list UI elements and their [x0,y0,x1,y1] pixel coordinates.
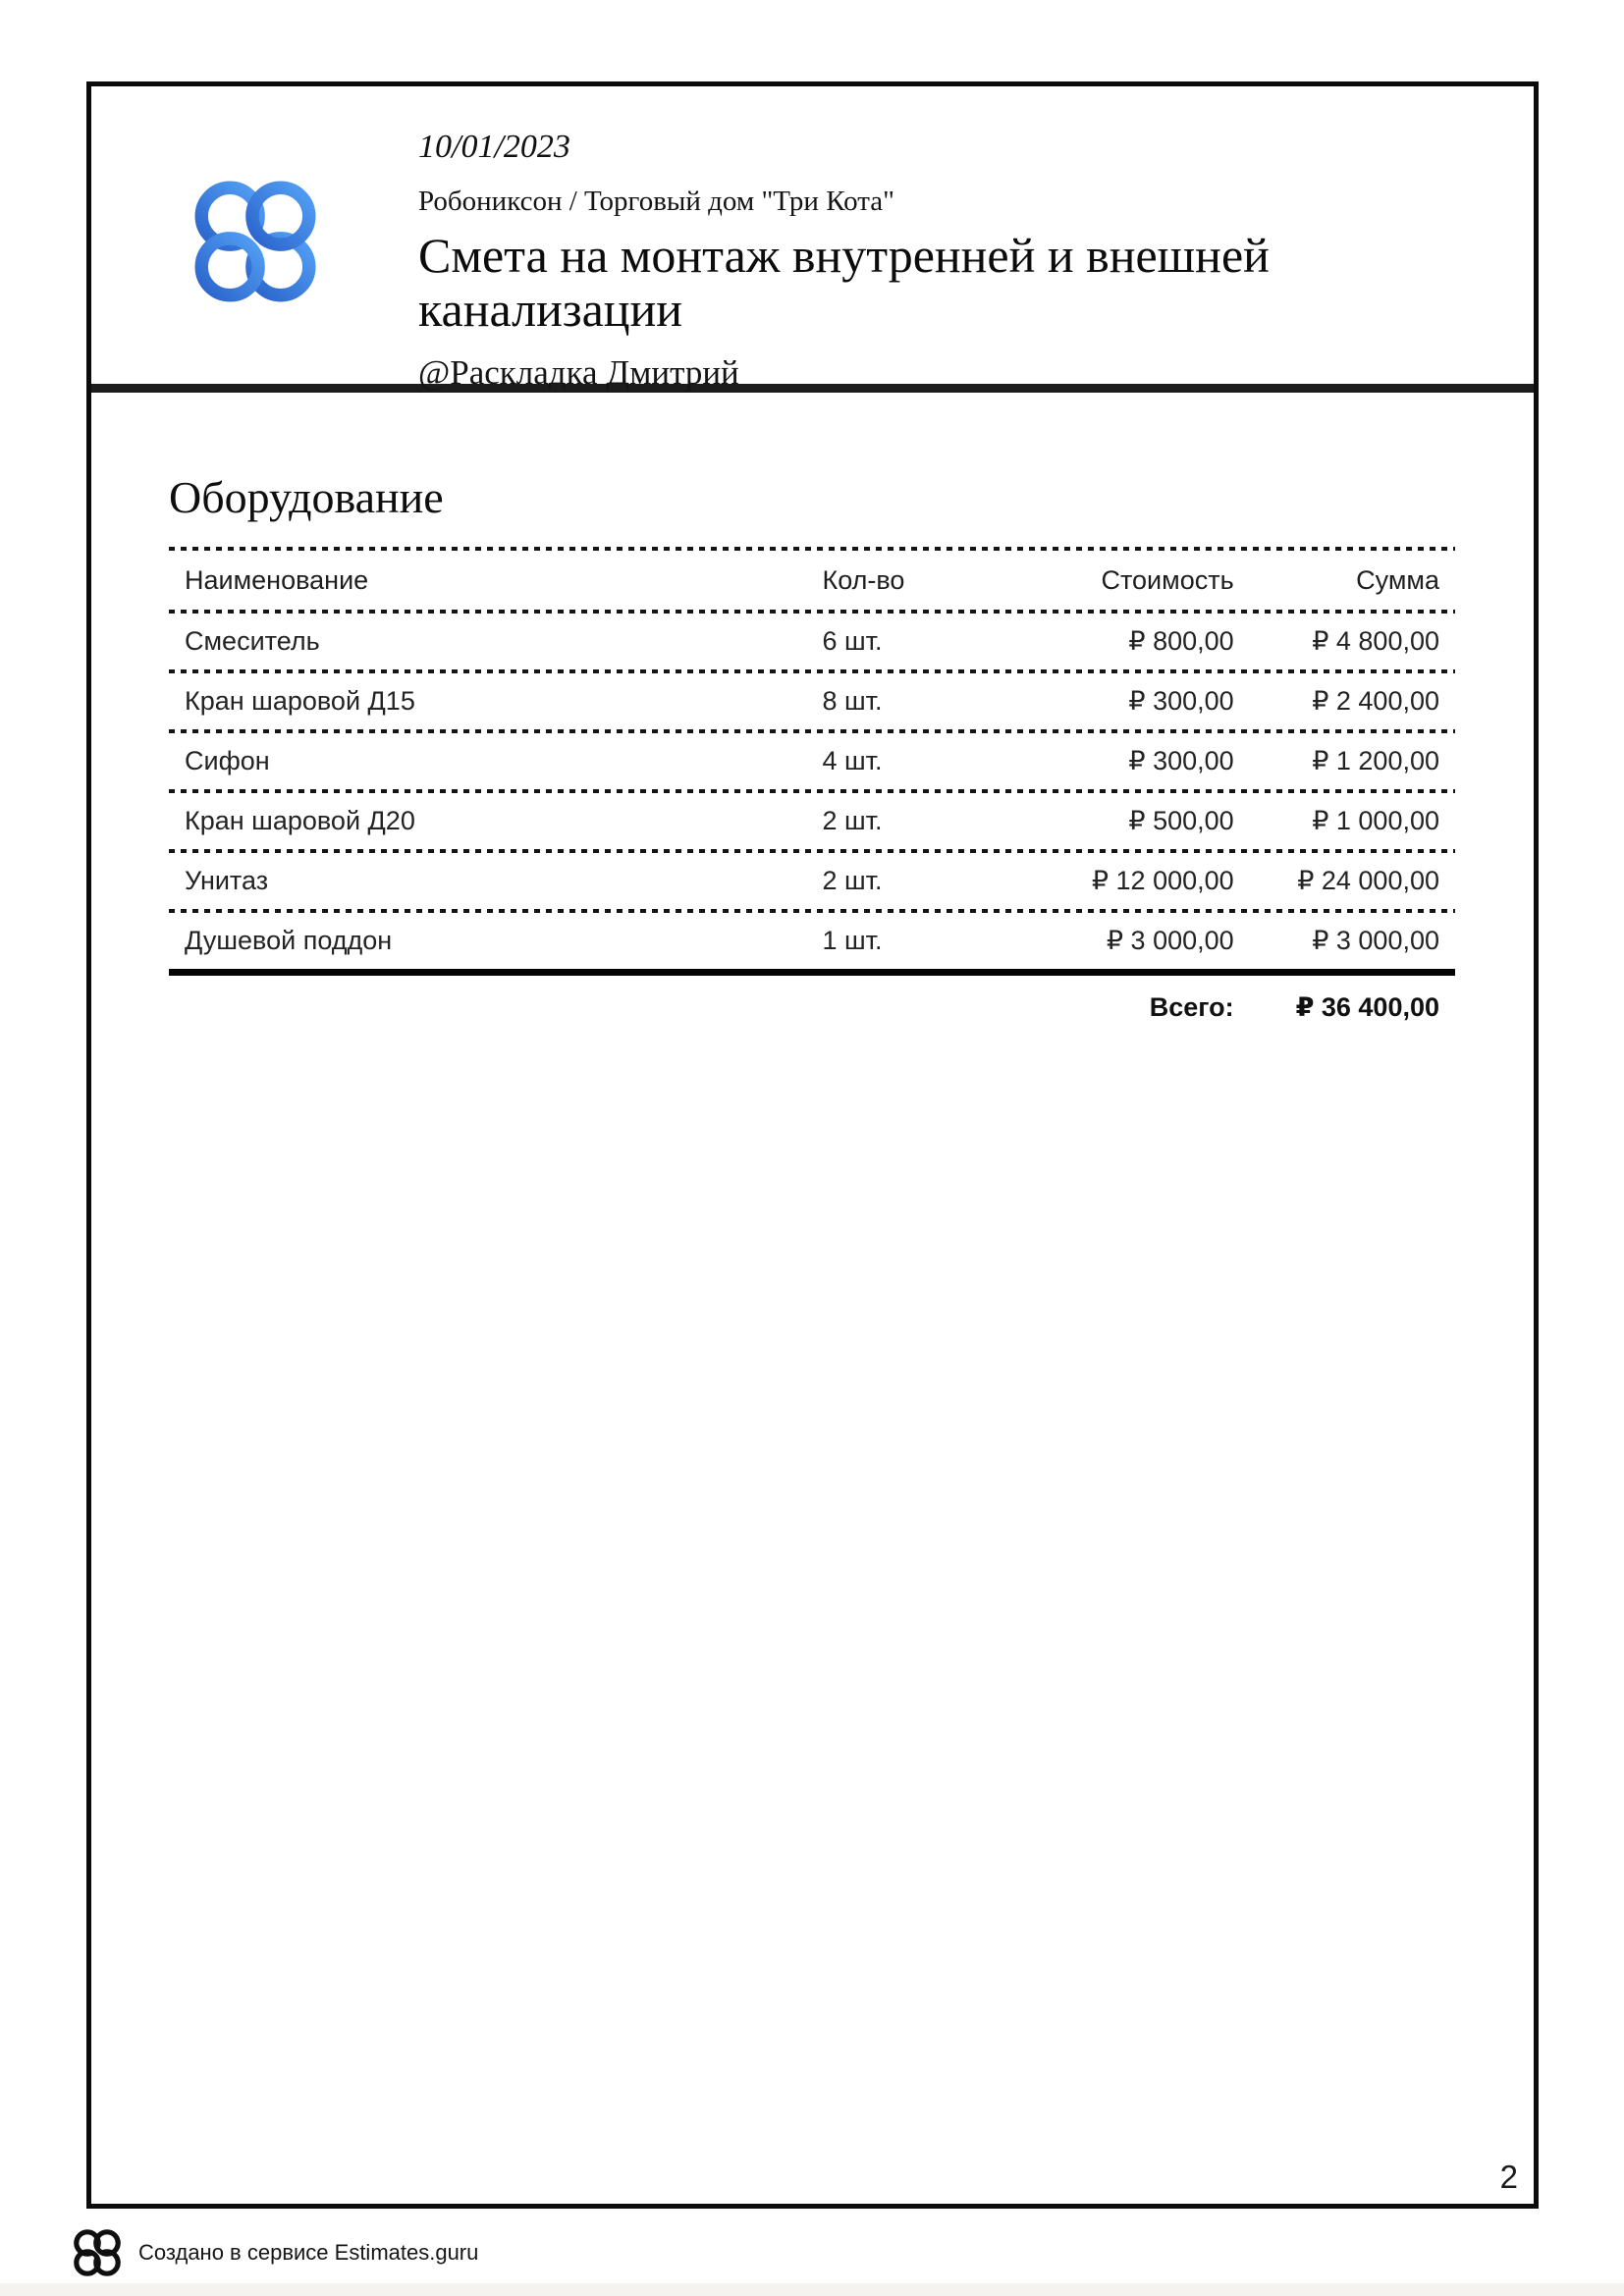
cell-sum: ₽ 4 800,00 [1312,626,1439,656]
service-credit-text: Создано в сервисе Estimates.guru [138,2240,479,2265]
cell-sum: ₽ 1 200,00 [1312,746,1439,775]
page-title: Смета на монтаж внутренней и внешней канализации [418,227,1270,337]
total-value: ₽ 36 400,00 [1295,991,1439,1022]
header-text-block [418,86,1312,393]
estimates-guru-footer-logo-icon [74,2229,121,2276]
page-number: 2 [1499,2159,1518,2195]
cell-sum: ₽ 1 000,00 [1312,806,1439,835]
estimates-guru-logo-icon [194,181,316,302]
cell-quantity: 6 шт. [822,626,883,656]
cell-price: ₽ 3 000,00 [1106,926,1234,955]
table-row [169,733,1455,789]
cell-sum: ₽ 24 000,00 [1297,866,1439,895]
service-footer [74,2229,478,2276]
total-label: Всего: [1149,991,1234,1022]
total-row [169,976,1455,1039]
table-row [169,614,1455,669]
cell-name: Кран шаровой Д15 [185,686,415,716]
document-author: @Раскладка Дмитрий [418,352,739,392]
cell-name: Душевой поддон [185,926,393,955]
cell-quantity: 4 шт. [822,746,883,775]
section-heading: Оборудование [169,472,444,522]
page-edge-strip [0,2283,1624,2296]
cell-price: ₽ 800,00 [1128,626,1234,656]
document-header [91,86,1534,393]
cell-quantity: 2 шт. [822,866,883,895]
document-date: 10/01/2023 [418,129,570,165]
equipment-table [169,547,1455,1039]
document-body [91,393,1534,1039]
column-header-quantity: Кол-во [822,564,905,595]
column-header-sum: Сумма [1356,564,1439,595]
cell-price: ₽ 300,00 [1128,746,1234,775]
cell-sum: ₽ 3 000,00 [1312,926,1439,955]
cell-name: Смеситель [185,626,320,656]
cell-name: Кран шаровой Д20 [185,806,415,835]
cell-price: ₽ 12 000,00 [1091,866,1234,895]
document-sheet [86,81,1539,2209]
table-header-row [169,551,1455,610]
breadcrumb: Робониксон / Торговый дом "Три Кота" [418,186,894,218]
cell-price: ₽ 300,00 [1128,686,1234,716]
table-row [169,793,1455,849]
cell-name: Унитаз [185,866,269,895]
cell-quantity: 1 шт. [822,926,883,955]
cell-quantity: 8 шт. [822,686,883,716]
cell-quantity: 2 шт. [822,806,883,835]
cell-sum: ₽ 2 400,00 [1312,686,1439,716]
cell-name: Сифон [185,746,270,775]
table-row [169,853,1455,909]
table-total-divider [169,969,1455,976]
table-row [169,673,1455,729]
cell-price: ₽ 500,00 [1128,806,1234,835]
table-row [169,913,1455,969]
column-header-name: Наименование [185,564,369,595]
column-header-price: Стоимость [1101,564,1234,595]
